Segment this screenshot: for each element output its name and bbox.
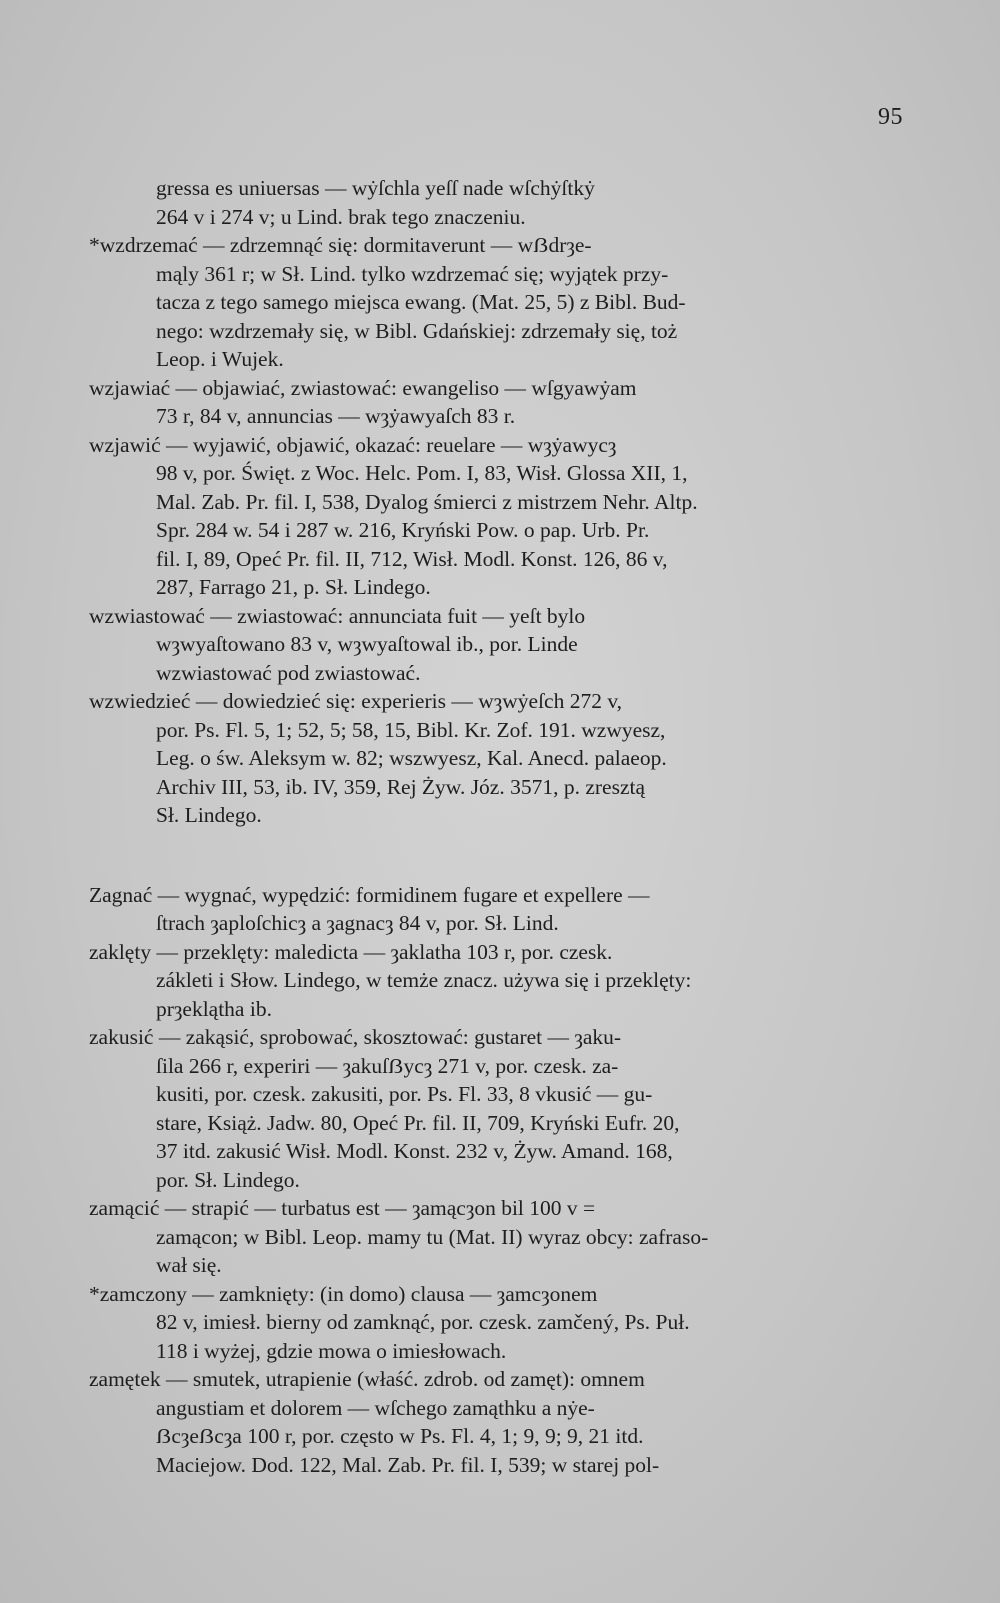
text-line: nego: wzdrzemały się, w Bibl. Gdańskiej: zdrzemały się, toż: [156, 318, 678, 343]
text-line: wȝwyaſtowano 83 v, wȝwyaſtowal ib., por. Linde: [156, 632, 578, 656]
headword-line: wzjawić — wyjawić, objawić, okazać: reuelare — wȝẏawycȝ: [89, 432, 617, 457]
page-number: 95: [878, 104, 903, 130]
entry-wzjawiac: [89, 374, 909, 431]
text-line: kusiti, por. czesk. zakusiti, por. Ps. Fl. 33, 8 vkusić — gu-: [156, 1082, 653, 1106]
text-line: gressa es uniuersas — wẏſchla yeſſ nade wſchẏſtkẏ: [156, 176, 595, 200]
text-line: Spr. 284 w. 54 i 287 w. 216, Kryński Pow. o pap. Urb. Pr.: [156, 518, 650, 542]
entry-wzwiedziec: [89, 687, 909, 830]
text-line: zamącon; w Bibl. Leop. mamy tu (Mat. II) wyraz obcy: zafraso-: [156, 1224, 709, 1249]
entry-zamacic: [89, 1194, 909, 1280]
headword-line: zakusić — zakąsić, sprobować, skosztować: gustaret — ȝaku-: [89, 1025, 622, 1049]
headword-line: zamącić — strapić — turbatus est — ȝamącȝon bil 100 v =: [89, 1196, 596, 1220]
entry-wzwiastowac: [89, 602, 909, 688]
text-line: Archiv III, 53, ib. IV, 359, Rej Żyw. Józ. 3571, p. zresztą: [156, 774, 646, 799]
text-line: prȝeklątha ib.: [156, 996, 272, 1021]
text-line: 118 i wyżej, gdzie mowa o imiesłowach.: [156, 1338, 507, 1363]
text-line: angustiam et dolorem — wſchego zamąthku a nẏe-: [156, 1395, 595, 1420]
entry-wzjawic: [89, 431, 909, 602]
headword-line: wzwiedzieć — dowiedzieć się: experieris — wȝwẏeſch 272 v,: [89, 689, 623, 713]
text-line: Mal. Zab. Pr. fil. I, 538, Dyalog śmierci z mistrzem Nehr. Altp.: [156, 489, 698, 514]
entry-gressa: [89, 174, 909, 231]
text-line: ſtrach ȝaploſchicȝ a ȝagnacȝ 84 v, por. Sł. Lind.: [156, 911, 559, 935]
headword-line: zaklęty — przeklęty: maledicta — ȝaklatha 103 r, por. czesk.: [89, 939, 613, 964]
headword-line: wzjawiać — objawiać, zwiastować: ewangeliso — wſgyawẏam: [89, 375, 637, 400]
section-z: [89, 881, 909, 1480]
text-line: 98 v, por. Święt. z Woc. Helc. Pom. I, 83, Wisł. Glossa XII, 1,: [156, 461, 688, 485]
text-line: Leg. o św. Aleksym w. 82; wszwyesz, Kal. Anecd. palaeop.: [156, 746, 667, 770]
entry-zaklety: [89, 938, 909, 1024]
headword-line: *zamczony — zamknięty: (in domo) clausa — ȝamcȝonem: [89, 1281, 598, 1306]
text-line: 287, Farrago 21, p. Sł. Lindego.: [156, 575, 431, 599]
text-line: zákleti i Słow. Lindego, w temże znacz. używa się i przeklęty:: [156, 968, 692, 992]
entry-zagnac: [89, 881, 909, 938]
text-line: por. Ps. Fl. 5, 1; 52, 5; 58, 15, Bibl. Kr. Zof. 191. wzwyesz,: [156, 717, 666, 742]
text-line: por. Sł. Lindego.: [156, 1167, 300, 1192]
entry-zametek: [89, 1365, 909, 1479]
text-line: tacza z tego samego miejsca ewang. (Mat. 25, 5) z Bibl. Bud-: [156, 290, 686, 314]
section-gap: [89, 830, 909, 881]
text-line: Maciejow. Dod. 122, Mal. Zab. Pr. fil. I, 539; w starej pol-: [156, 1452, 660, 1477]
headword-line: *wzdrzemać — zdrzemnąć się: dormitaverunt — wẞdrȝe-: [89, 233, 592, 257]
text-line: Sł. Lindego.: [156, 803, 262, 827]
text-line: 82 v, imiesł. bierny od zamknąć, por. czesk. zamčený, Ps. Puł.: [156, 1310, 690, 1334]
entry-zamczony: [89, 1280, 909, 1366]
text-line: 73 r, 84 v, annuncias — wȝẏawyaſch 83 r.: [156, 404, 516, 428]
text-line: ẞcȝeẞcȝa 100 r, por. często w Ps. Fl. 4, 1; 9, 9; 9, 21 itd.: [156, 1424, 644, 1448]
text-line: fil. I, 89, Opeć Pr. fil. II, 712, Wisł. Modl. Konst. 126, 86 v,: [156, 546, 668, 571]
dictionary-text: [89, 174, 909, 1479]
headword-line: Zagnać — wygnać, wypędzić: formidinem fugare et expellere —: [89, 882, 650, 907]
text-line: mąly 361 r; w Sł. Lind. tylko wzdrzemać się; wyjątek przy-: [156, 261, 669, 286]
text-line: 264 v i 274 v; u Lind. brak tego znaczeniu.: [156, 204, 526, 229]
text-line: wzwiastować pod zwiastować.: [156, 660, 421, 685]
headword-line: zamętek — smutek, utrapienie (właść. zdrob. od zamęt): omnem: [89, 1367, 645, 1391]
text-line: stare, Książ. Jadw. 80, Opeć Pr. fil. II, 709, Kryński Eufr. 20,: [156, 1110, 680, 1135]
headword-line: wzwiastować — zwiastować: annunciata fuit — yeſt bylo: [89, 603, 586, 628]
text-line: Leop. i Wujek.: [156, 347, 284, 371]
section-w: [89, 174, 909, 830]
text-line: ſila 266 r, experiri — ȝakuſẞycȝ 271 v, por. czesk. za-: [156, 1053, 619, 1078]
entry-wzdrzemac: [89, 231, 909, 374]
text-line: wał się.: [156, 1253, 222, 1277]
text-line: 37 itd. zakusić Wisł. Modl. Konst. 232 v, Żyw. Amand. 168,: [156, 1139, 673, 1163]
entry-zakusic: [89, 1023, 909, 1194]
